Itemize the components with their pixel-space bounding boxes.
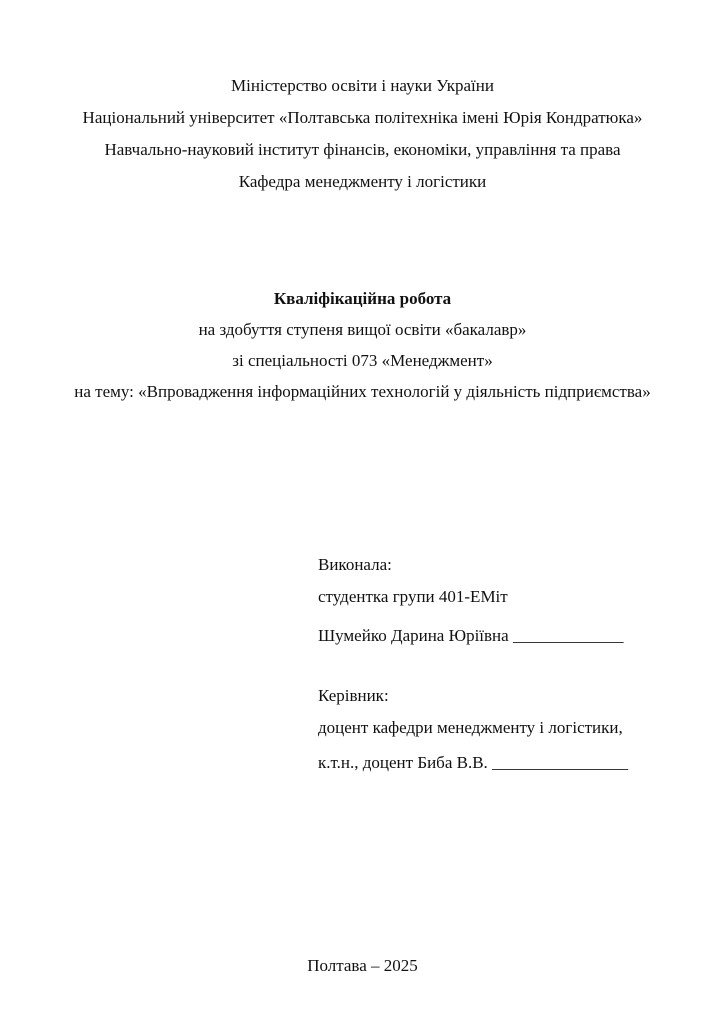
work-title: Кваліфікаційна робота — [273, 289, 452, 308]
department-line: Кафедра менеджменту і логістики — [238, 172, 487, 191]
supervisor-name-line — [318, 747, 725, 779]
executor-group-line: студентка групи 401-ЕМіт — [318, 587, 508, 606]
specialty-line: зі спеціальності 073 «Менеджмент» — [232, 351, 493, 370]
executor-signature-line: _____________ — [512, 626, 624, 645]
degree-line: на здобуття ступеня вищої освіти «бакалавр» — [198, 320, 527, 339]
supervisor-block — [318, 680, 725, 779]
supervisor-role-label: Керівник: — [318, 686, 389, 705]
institution-header — [0, 0, 725, 198]
supervisor-position-line: доцент кафедри менеджменту і логістики, — [318, 718, 623, 737]
university-line: Національний університет «Полтавська політехніка імені Юрія Кондратюка» — [82, 108, 643, 127]
city-year-footer: Полтава – 2025 — [307, 956, 418, 975]
institute-line: Навчально-науковий інститут фінансів, економіки, управління та права — [104, 140, 621, 159]
executor-name-line — [318, 620, 725, 652]
work-title-block — [0, 283, 725, 407]
topic-line: на тему: «Впровадження інформаційних технологій у діяльність підприємства» — [74, 382, 651, 401]
executor-role-label: Виконала: — [318, 555, 392, 574]
signature-section — [318, 549, 725, 779]
supervisor-signature-line: ________________ — [492, 753, 629, 772]
ministry-line: Міністерство освіти і науки України — [231, 76, 494, 95]
executor-name: Шумейко Дарина Юріївна — [318, 626, 509, 645]
supervisor-name: к.т.н., доцент Биба В.В. — [318, 753, 488, 772]
executor-block — [318, 549, 725, 652]
